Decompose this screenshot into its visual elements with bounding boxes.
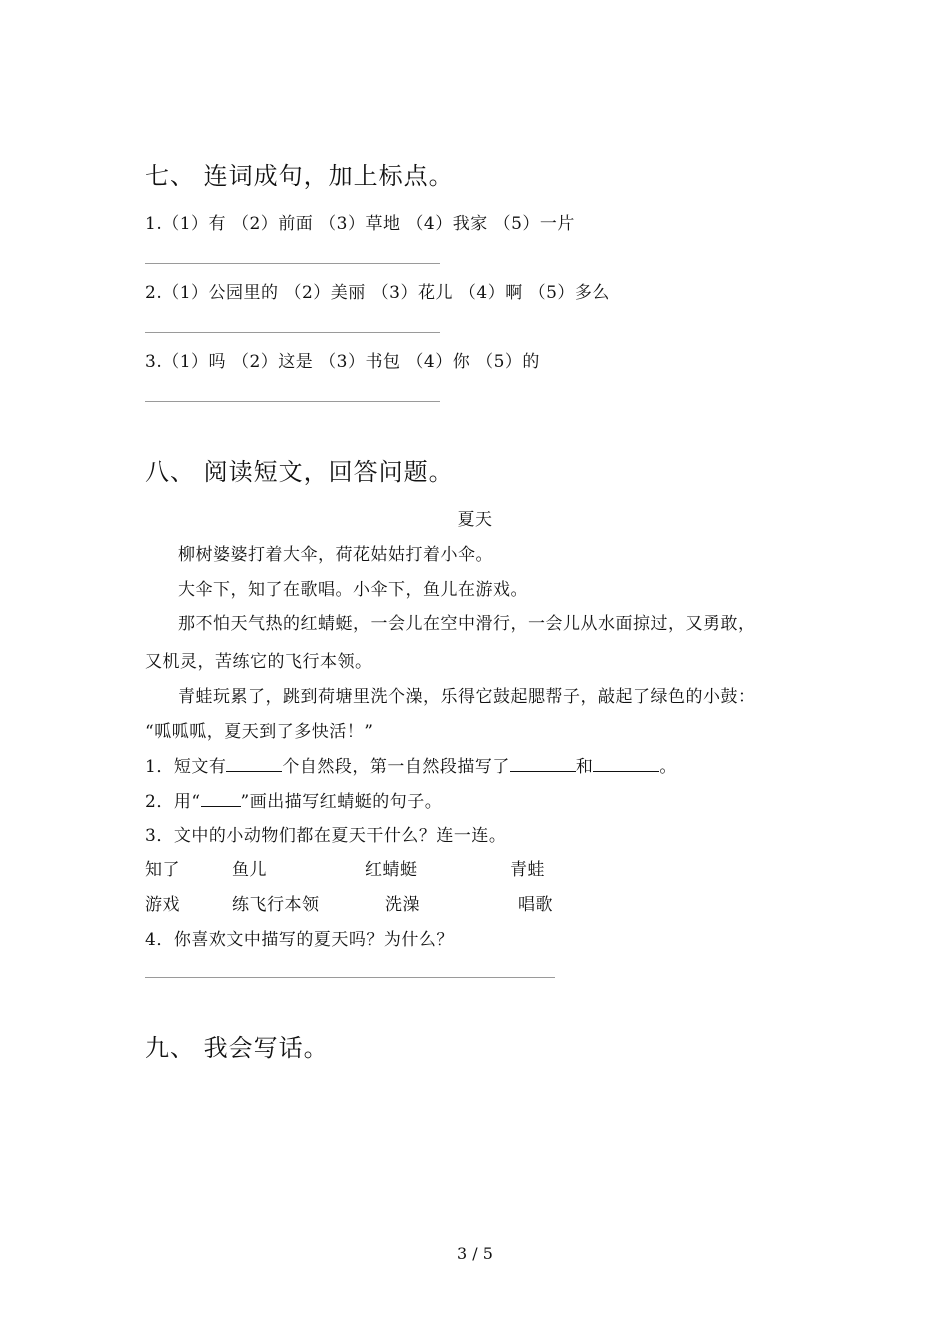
answer-line-2[interactable] <box>145 332 440 333</box>
sentence-item-1: 1.（1）有 （2）前面 （3）草地 （4）我家 （5）一片 <box>145 214 575 234</box>
question-1-part-a: 1．短文有 <box>145 757 227 777</box>
question-3: 3．文中的小动物们都在夏天干什么？连一连。 <box>145 826 507 846</box>
match-bottom-2[interactable]: 洗澡 <box>385 895 420 915</box>
section-7-title: 七、 连词成句，加上标点。 <box>145 162 454 190</box>
question-2-part-a: 2．用“ <box>145 792 201 812</box>
question-2-underline-sample <box>201 792 241 807</box>
question-1-blank-count[interactable] <box>226 757 282 772</box>
sentence-item-3: 3.（1）吗 （2）这是 （3）书包 （4）你 （5）的 <box>145 352 540 372</box>
page-number: 3 / 5 <box>457 1244 493 1263</box>
question-2-part-b: ”画出描写红蜻蜓的句子。 <box>240 792 443 812</box>
match-bottom-0[interactable]: 游戏 <box>145 895 180 915</box>
question-1-blank-first[interactable] <box>510 757 576 772</box>
passage-paragraph-2: 大伞下，知了在歌唱。小伞下，鱼儿在游戏。 <box>178 580 528 600</box>
match-top-3[interactable]: 青蛙 <box>510 860 545 880</box>
question-1-blank-second[interactable] <box>593 757 659 772</box>
match-top-0[interactable]: 知了 <box>145 860 180 880</box>
question-4: 4．你喜欢文中描写的夏天吗？为什么？ <box>145 930 454 950</box>
passage-paragraph-3-cont: 又机灵，苦练它的飞行本领。 <box>145 652 373 672</box>
answer-line-4[interactable] <box>145 977 555 978</box>
question-2 <box>145 787 442 812</box>
answer-line-3[interactable] <box>145 401 440 402</box>
section-9-title: 九、 我会写话。 <box>145 1034 329 1062</box>
passage-paragraph-4-cont: “呱呱呱，夏天到了多快活！” <box>145 722 374 742</box>
question-1-part-b: 个自然段，第一自然段描写了 <box>282 757 510 777</box>
sentence-item-2: 2.（1）公园里的 （2）美丽 （3）花儿 （4）啊 （5）多么 <box>145 283 610 303</box>
question-1-part-c: 和 <box>575 757 594 777</box>
match-top-2[interactable]: 红蜻蜓 <box>365 860 418 880</box>
section-8-title: 八、 阅读短文，回答问题。 <box>145 458 454 486</box>
match-bottom-3[interactable]: 唱歌 <box>518 895 553 915</box>
passage-paragraph-1: 柳树婆婆打着大伞，荷花姑姑打着小伞。 <box>178 545 493 565</box>
passage-title: 夏天 <box>457 510 493 530</box>
match-bottom-1[interactable]: 练飞行本领 <box>232 895 320 915</box>
question-1 <box>145 752 677 777</box>
match-top-1[interactable]: 鱼儿 <box>232 860 267 880</box>
passage-paragraph-4: 青蛙玩累了，跳到荷塘里洗个澡，乐得它鼓起腮帮子，敲起了绿色的小鼓： <box>178 687 756 707</box>
answer-line-1[interactable] <box>145 263 440 264</box>
question-1-part-d: 。 <box>659 757 677 777</box>
passage-paragraph-3: 那不怕天气热的红蜻蜓，一会儿在空中滑行，一会儿从水面掠过，又勇敢， <box>178 614 756 634</box>
